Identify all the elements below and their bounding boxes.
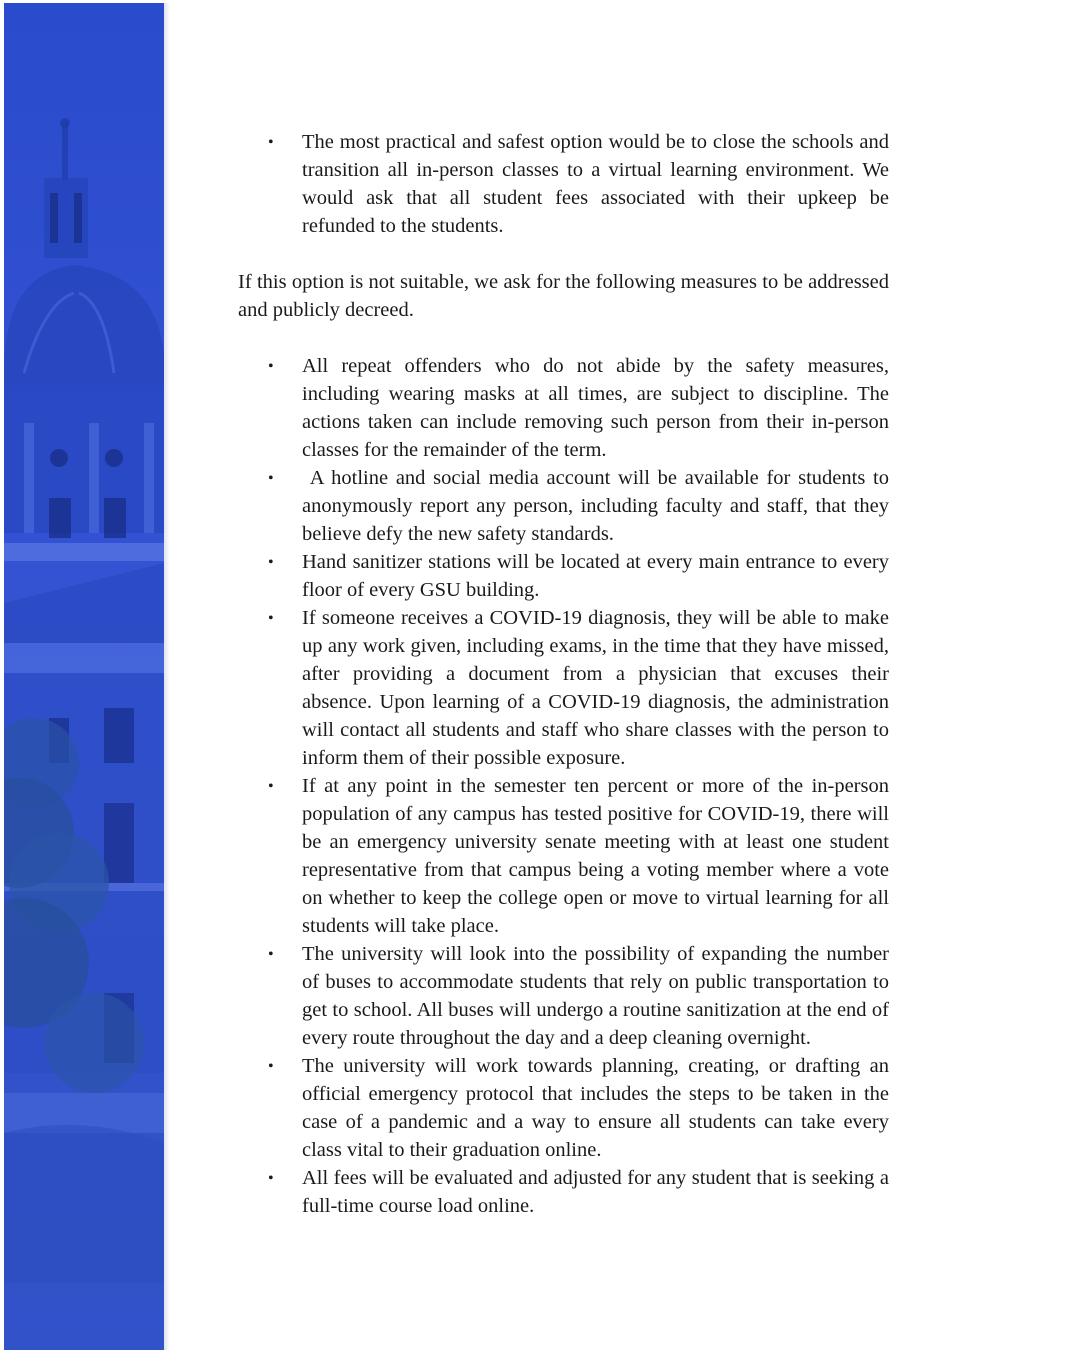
list-item-text: The university will work towards planning, creating, or drafting an official emergency protocol that includes the steps to be taken in the case of a pandemic and a way to ensure all students can take every class vital to their graduation online.: [302, 1055, 889, 1161]
bullet-icon: •: [268, 610, 274, 627]
decorative-side-band: [4, 3, 164, 1350]
list-item-text: The most practical and safest option would be to close the schools and transition all in-person classes to a virtual learning environment. We would ask that all student fees associated with their upkeep be refunded to the students.: [302, 131, 889, 237]
list-item: [268, 1164, 889, 1220]
list-item: [268, 1052, 889, 1164]
measures-list: [238, 352, 889, 1220]
opening-option-list: [238, 128, 889, 240]
capitol-building-image: [4, 3, 164, 1350]
band-edge-shadow: [164, 3, 170, 1350]
list-item-text: If at any point in the semester ten percent or more of the in-person population of any campus has tested positive for COVID-19, there will be an emergency university senate meeting with at least one student representative from that campus being a voting member where a vote on whether to keep the college open or move to virtual learning for all students will take place.: [302, 775, 889, 937]
bullet-icon: •: [268, 134, 274, 151]
bullet-icon: •: [268, 1058, 274, 1075]
list-item: [268, 128, 889, 240]
list-item: [268, 772, 889, 940]
list-item-text: The university will look into the possibility of expanding the number of buses to accommodate students that rely on public transportation to get to school. All buses will undergo a routine sanitization at the end of every route throughout the day and a deep cleaning overnight.: [302, 943, 889, 1049]
list-item-text: All repeat offenders who do not abide by the safety measures, including wearing masks at all times, are subject to discipline. The actions taken can include removing such person from their in-person classes for the remainder of the term.: [302, 355, 889, 461]
list-item-text: A hotline and social media account will be available for students to anonymously report any person, including faculty and staff, that they believe defy the new safety standards.: [302, 467, 889, 545]
list-item: [268, 604, 889, 772]
bullet-icon: •: [268, 946, 274, 963]
list-item: [268, 464, 889, 548]
list-item: [268, 548, 889, 604]
bullet-icon: •: [268, 470, 274, 487]
list-item: [268, 352, 889, 464]
list-item: [268, 940, 889, 1052]
list-item-text: If someone receives a COVID-19 diagnosis, they will be able to make up any work given, including exams, in the time that they have missed, after providing a document from a physician that excuses their absence. Upon learning of a COVID-19 diagnosis, the administration will contact all students and staff who share classes with the person to inform them of their possible exposure.: [302, 607, 889, 769]
bullet-icon: •: [268, 778, 274, 795]
bullet-icon: •: [268, 554, 274, 571]
bullet-icon: •: [268, 1170, 274, 1187]
bullet-icon: •: [268, 358, 274, 375]
list-item-text: All fees will be evaluated and adjusted for any student that is seeking a full-time course load online.: [302, 1167, 889, 1217]
list-item-text: Hand sanitizer stations will be located at every main entrance to every floor of every GSU building.: [302, 551, 889, 601]
intro-paragraph: If this option is not suitable, we ask for the following measures to be addressed and publicly decreed.: [238, 271, 889, 321]
document-body: [238, 128, 889, 1220]
